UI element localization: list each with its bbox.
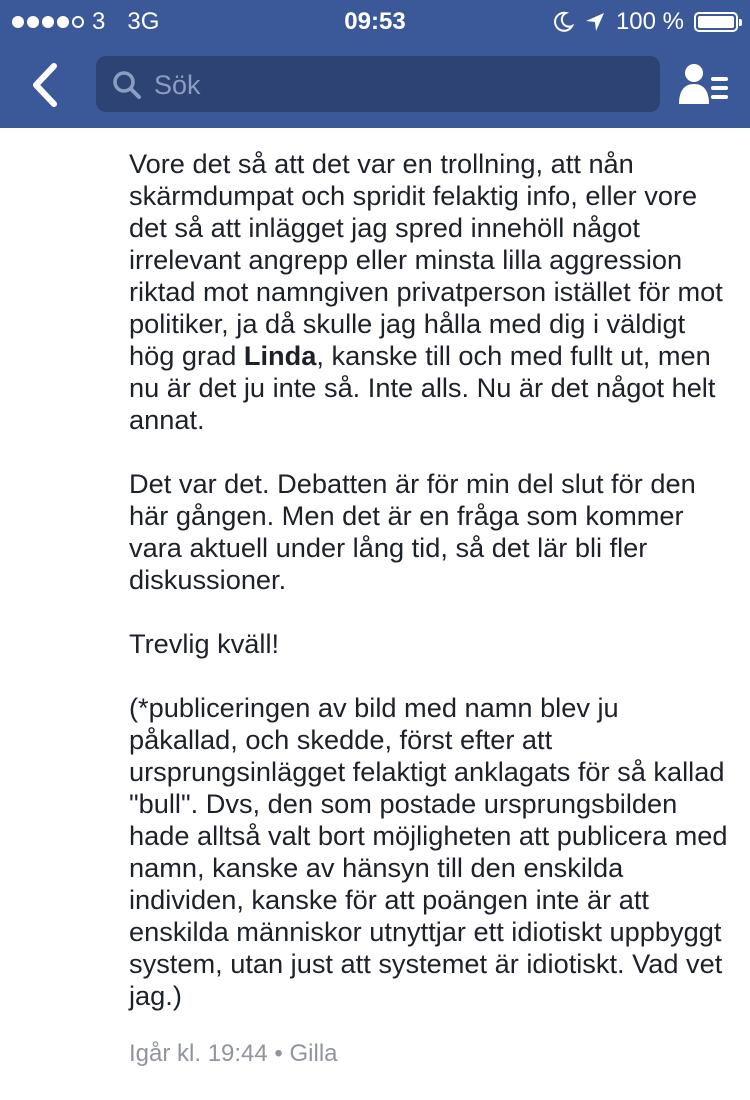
moon-icon — [552, 11, 574, 33]
battery-percent: 100 % — [615, 8, 684, 35]
comment-meta — [129, 1038, 729, 1070]
mention-link[interactable]: Linda — [243, 340, 317, 371]
comment-paragraph — [129, 148, 729, 436]
search-input[interactable] — [152, 56, 646, 114]
navigation-header — [0, 0, 750, 128]
search-bar[interactable] — [96, 56, 660, 112]
like-button[interactable]: Gilla — [289, 1040, 338, 1067]
comment-paragraph: Det var det. Debatten är för min del slut för den här gången. Men det är en fråga som kommer vara aktuell under lång tid, så det lär bli fler diskussioner. — [129, 468, 696, 595]
friend-requests-icon — [678, 62, 730, 106]
network-type: 3G — [127, 8, 160, 35]
location-arrow-icon — [584, 11, 606, 33]
comment-text: Vore det så att det var en trollning, att nån skärmdumpat och spridit felaktig info, eller vore det så att inlägget jag spred innehöll något irrelevant angrepp eller minsta lilla aggression riktad mot namngiven privatperson istället för mot politiker, ja då skulle jag hålla med dig i väldigt hög grad — [129, 148, 723, 371]
comment-paragraph: Trevlig kväll! — [129, 628, 280, 659]
comment-timestamp[interactable]: Igår kl. 19:44 — [129, 1040, 268, 1067]
status-bar — [0, 0, 750, 40]
search-icon — [112, 70, 142, 100]
comment-paragraph: (*publiceringen av bild med namn blev ju påkallad, och skedde, först efter att ursprungsinlägget felaktigt anklagats för så kallad "bull". Dvs, den som postade ursprungsbilden hade alltså valt bort möjligheten att publicera med namn, kanske av hänsyn till den enskilda individen, kanske för att poängen inte är att enskilda människor utnyttjar ett idiotiskt uppbyggt system, utan just att systemet är idiotiskt. Vad vet jag.) — [129, 692, 728, 1011]
battery-level — [698, 16, 734, 28]
status-right — [552, 8, 738, 36]
carrier-name: 3 — [92, 8, 106, 35]
comment-body — [129, 148, 729, 1070]
comment-text: , kanske till och med fullt ut, men nu är det ju inte så. Inte alls. Nu är det något helt annat. — [129, 340, 716, 435]
chevron-left-icon — [26, 60, 66, 110]
meta-separator: • — [274, 1040, 283, 1067]
clock: 09:53 — [344, 8, 406, 35]
back-button[interactable] — [26, 60, 66, 110]
battery-icon — [694, 12, 738, 32]
friend-requests-button[interactable] — [678, 62, 730, 106]
